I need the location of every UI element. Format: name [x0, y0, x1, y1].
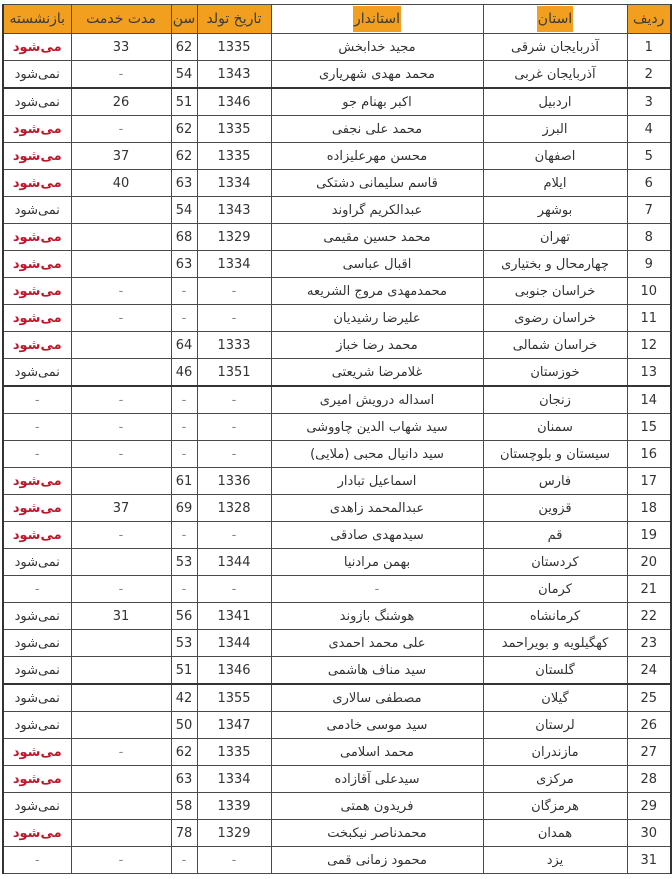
- row-index: 22: [627, 603, 671, 630]
- row-index: 9: [627, 251, 671, 278]
- birth-year-cell: 1344: [197, 630, 271, 657]
- governor-cell: محمد مهدی شهریاری: [271, 61, 483, 89]
- age-cell: 54: [171, 61, 197, 89]
- table-body: [3, 34, 671, 874]
- table-row: [3, 820, 671, 847]
- governor-cell: سید شهاب الدین چاووشی: [271, 414, 483, 441]
- table-row: [3, 224, 671, 251]
- table-row: [3, 332, 671, 359]
- header-retired: بازنشسته: [3, 5, 71, 34]
- retired-cell: نمی‌شود: [3, 603, 71, 630]
- age-cell: 58: [171, 793, 197, 820]
- age-cell: 78: [171, 820, 197, 847]
- birth-year-cell: -: [197, 522, 271, 549]
- retired-cell: نمی‌شود: [3, 549, 71, 576]
- table-row: [3, 739, 671, 766]
- age-cell: 46: [171, 359, 197, 387]
- retired-cell: نمی‌شود: [3, 197, 71, 224]
- age-cell: 53: [171, 549, 197, 576]
- age-cell: 69: [171, 495, 197, 522]
- age-cell: 62: [171, 34, 197, 61]
- table-row: [3, 441, 671, 468]
- retired-cell: نمی‌شود: [3, 712, 71, 739]
- province-cell: کرمانشاه: [483, 603, 627, 630]
- province-cell: همدان: [483, 820, 627, 847]
- birth-year-cell: 1336: [197, 468, 271, 495]
- governor-cell: محسن مهرعلیزاده: [271, 143, 483, 170]
- age-cell: -: [171, 522, 197, 549]
- service-cell: -: [71, 441, 171, 468]
- birth-year-cell: 1343: [197, 197, 271, 224]
- governor-cell: اکبر بهنام جو: [271, 88, 483, 116]
- retired-cell: می‌شود: [3, 766, 71, 793]
- birth-year-cell: 1355: [197, 684, 271, 712]
- province-cell: چهارمحال و بختیاری: [483, 251, 627, 278]
- table-row: [3, 88, 671, 116]
- row-index: 14: [627, 386, 671, 414]
- birth-year-cell: 1347: [197, 712, 271, 739]
- header-province: استان: [483, 5, 627, 34]
- governor-cell: غلامرضا شریعتی: [271, 359, 483, 387]
- birth-year-cell: 1335: [197, 116, 271, 143]
- province-cell: بوشهر: [483, 197, 627, 224]
- row-index: 25: [627, 684, 671, 712]
- governor-cell: محمد رضا خباز: [271, 332, 483, 359]
- row-index: 13: [627, 359, 671, 387]
- age-cell: 64: [171, 332, 197, 359]
- service-cell: [71, 224, 171, 251]
- service-cell: -: [71, 414, 171, 441]
- row-index: 19: [627, 522, 671, 549]
- age-cell: -: [171, 414, 197, 441]
- age-cell: 63: [171, 170, 197, 197]
- header-birth-year: تاریخ تولد: [197, 5, 271, 34]
- retired-cell: می‌شود: [3, 251, 71, 278]
- table-row: [3, 630, 671, 657]
- row-index: 12: [627, 332, 671, 359]
- header-row: [3, 5, 671, 34]
- province-cell: سمنان: [483, 414, 627, 441]
- governor-cell: محمد حسین مقیمی: [271, 224, 483, 251]
- retired-cell: می‌شود: [3, 143, 71, 170]
- governor-cell: فریدون همتی: [271, 793, 483, 820]
- row-index: 24: [627, 657, 671, 685]
- province-cell: خراسان رضوی: [483, 305, 627, 332]
- service-cell: 26: [71, 88, 171, 116]
- service-cell: [71, 657, 171, 685]
- age-cell: -: [171, 847, 197, 874]
- governor-cell: سیدمهدی صادقی: [271, 522, 483, 549]
- retired-cell: -: [3, 847, 71, 874]
- row-index: 16: [627, 441, 671, 468]
- age-cell: 61: [171, 468, 197, 495]
- province-cell: قم: [483, 522, 627, 549]
- governors-table: [2, 4, 672, 874]
- row-index: 10: [627, 278, 671, 305]
- governor-cell: سید دانیال محبی (ملایی): [271, 441, 483, 468]
- retired-cell: می‌شود: [3, 522, 71, 549]
- retired-cell: نمی‌شود: [3, 88, 71, 116]
- age-cell: 42: [171, 684, 197, 712]
- service-cell: [71, 251, 171, 278]
- retired-cell: -: [3, 441, 71, 468]
- table-row: [3, 386, 671, 414]
- service-cell: -: [71, 739, 171, 766]
- province-cell: اردبیل: [483, 88, 627, 116]
- service-cell: [71, 549, 171, 576]
- row-index: 7: [627, 197, 671, 224]
- retired-cell: می‌شود: [3, 116, 71, 143]
- province-cell: خوزستان: [483, 359, 627, 387]
- age-cell: -: [171, 441, 197, 468]
- table-row: [3, 603, 671, 630]
- governor-cell: اسماعیل تبادار: [271, 468, 483, 495]
- province-cell: اصفهان: [483, 143, 627, 170]
- service-cell: [71, 197, 171, 224]
- governor-cell: بهمن مرادنیا: [271, 549, 483, 576]
- row-index: 2: [627, 61, 671, 89]
- row-index: 26: [627, 712, 671, 739]
- governor-cell: محمد اسلامی: [271, 739, 483, 766]
- service-cell: 33: [71, 34, 171, 61]
- retired-cell: می‌شود: [3, 332, 71, 359]
- service-cell: [71, 630, 171, 657]
- birth-year-cell: 1335: [197, 739, 271, 766]
- governor-cell: عبدالمحمد زاهدی: [271, 495, 483, 522]
- age-cell: 62: [171, 143, 197, 170]
- birth-year-cell: 1351: [197, 359, 271, 387]
- table-row: [3, 657, 671, 685]
- province-cell: هرمزگان: [483, 793, 627, 820]
- row-index: 4: [627, 116, 671, 143]
- service-cell: -: [71, 576, 171, 603]
- governor-cell: محمدناصر نیکبخت: [271, 820, 483, 847]
- row-index: 18: [627, 495, 671, 522]
- birth-year-cell: 1339: [197, 793, 271, 820]
- retired-cell: می‌شود: [3, 170, 71, 197]
- service-cell: [71, 684, 171, 712]
- province-cell: لرستان: [483, 712, 627, 739]
- header-governor: استاندار: [271, 5, 483, 34]
- governor-cell: سید موسی خادمی: [271, 712, 483, 739]
- birth-year-cell: 1346: [197, 657, 271, 685]
- birth-year-cell: 1329: [197, 224, 271, 251]
- service-cell: [71, 468, 171, 495]
- retired-cell: می‌شود: [3, 820, 71, 847]
- retired-cell: نمی‌شود: [3, 793, 71, 820]
- birth-year-cell: 1343: [197, 61, 271, 89]
- retired-cell: می‌شود: [3, 278, 71, 305]
- birth-year-cell: -: [197, 441, 271, 468]
- province-cell: فارس: [483, 468, 627, 495]
- birth-year-cell: -: [197, 305, 271, 332]
- service-cell: -: [71, 522, 171, 549]
- birth-year-cell: -: [197, 576, 271, 603]
- province-cell: تهران: [483, 224, 627, 251]
- governor-cell: اسداله درویش امیری: [271, 386, 483, 414]
- table-row: [3, 197, 671, 224]
- retired-cell: نمی‌شود: [3, 61, 71, 89]
- age-cell: 63: [171, 251, 197, 278]
- service-cell: [71, 359, 171, 387]
- retired-cell: می‌شود: [3, 468, 71, 495]
- birth-year-cell: 1333: [197, 332, 271, 359]
- governor-cell: سیدعلی آقازاده: [271, 766, 483, 793]
- table-row: [3, 576, 671, 603]
- service-cell: -: [71, 61, 171, 89]
- row-index: 21: [627, 576, 671, 603]
- table-row: [3, 61, 671, 89]
- service-cell: [71, 793, 171, 820]
- birth-year-cell: 1329: [197, 820, 271, 847]
- row-index: 15: [627, 414, 671, 441]
- service-cell: [71, 712, 171, 739]
- province-cell: مرکزی: [483, 766, 627, 793]
- table-row: [3, 847, 671, 874]
- age-cell: 51: [171, 88, 197, 116]
- governor-cell: علی محمد احمدی: [271, 630, 483, 657]
- province-cell: مازندران: [483, 739, 627, 766]
- service-cell: -: [71, 278, 171, 305]
- row-index: 6: [627, 170, 671, 197]
- birth-year-cell: -: [197, 847, 271, 874]
- service-cell: [71, 766, 171, 793]
- birth-year-cell: 1335: [197, 34, 271, 61]
- retired-cell: نمی‌شود: [3, 657, 71, 685]
- age-cell: 51: [171, 657, 197, 685]
- header-service: مدت خدمت: [71, 5, 171, 34]
- retired-cell: می‌شود: [3, 224, 71, 251]
- row-index: 31: [627, 847, 671, 874]
- table-row: [3, 495, 671, 522]
- row-index: 11: [627, 305, 671, 332]
- service-cell: [71, 820, 171, 847]
- table-row: [3, 305, 671, 332]
- table-row: [3, 468, 671, 495]
- province-cell: ایلام: [483, 170, 627, 197]
- birth-year-cell: 1334: [197, 766, 271, 793]
- province-cell: زنجان: [483, 386, 627, 414]
- table-row: [3, 359, 671, 387]
- row-index: 1: [627, 34, 671, 61]
- header-index: ردیف: [627, 5, 671, 34]
- table-row: [3, 522, 671, 549]
- governor-cell: محمدمهدی مروج الشریعه: [271, 278, 483, 305]
- age-cell: -: [171, 576, 197, 603]
- row-index: 3: [627, 88, 671, 116]
- table-row: [3, 712, 671, 739]
- birth-year-cell: 1328: [197, 495, 271, 522]
- service-cell: 37: [71, 143, 171, 170]
- governor-cell: هوشنگ بازوند: [271, 603, 483, 630]
- service-cell: 37: [71, 495, 171, 522]
- retired-cell: نمی‌شود: [3, 359, 71, 387]
- retired-cell: -: [3, 386, 71, 414]
- governor-cell: محمد علی نجفی: [271, 116, 483, 143]
- province-cell: کهگیلویه و بویراحمد: [483, 630, 627, 657]
- birth-year-cell: -: [197, 278, 271, 305]
- age-cell: 62: [171, 116, 197, 143]
- table-row: [3, 278, 671, 305]
- retired-cell: نمی‌شود: [3, 630, 71, 657]
- age-cell: 62: [171, 739, 197, 766]
- retired-cell: -: [3, 414, 71, 441]
- age-cell: 54: [171, 197, 197, 224]
- retired-cell: می‌شود: [3, 34, 71, 61]
- birth-year-cell: 1346: [197, 88, 271, 116]
- service-cell: -: [71, 116, 171, 143]
- birth-year-cell: 1344: [197, 549, 271, 576]
- row-index: 30: [627, 820, 671, 847]
- province-cell: خراسان جنوبی: [483, 278, 627, 305]
- header-age: سن: [171, 5, 197, 34]
- governor-cell: علیرضا رشیدیان: [271, 305, 483, 332]
- retired-cell: می‌شود: [3, 739, 71, 766]
- service-cell: 31: [71, 603, 171, 630]
- table-row: [3, 414, 671, 441]
- governor-cell: مصطفی سالاری: [271, 684, 483, 712]
- table-row: [3, 684, 671, 712]
- province-cell: خراسان شمالی: [483, 332, 627, 359]
- age-cell: -: [171, 386, 197, 414]
- service-cell: -: [71, 386, 171, 414]
- age-cell: 56: [171, 603, 197, 630]
- age-cell: 63: [171, 766, 197, 793]
- row-index: 27: [627, 739, 671, 766]
- service-cell: -: [71, 847, 171, 874]
- age-cell: -: [171, 305, 197, 332]
- row-index: 28: [627, 766, 671, 793]
- row-index: 5: [627, 143, 671, 170]
- row-index: 17: [627, 468, 671, 495]
- province-cell: گیلان: [483, 684, 627, 712]
- retired-cell: -: [3, 576, 71, 603]
- birth-year-cell: 1334: [197, 251, 271, 278]
- table-row: [3, 116, 671, 143]
- retired-cell: نمی‌شود: [3, 684, 71, 712]
- province-cell: گلستان: [483, 657, 627, 685]
- governor-cell: اقبال عباسی: [271, 251, 483, 278]
- retired-cell: می‌شود: [3, 305, 71, 332]
- province-cell: یزد: [483, 847, 627, 874]
- governors-table-container: [2, 4, 670, 874]
- retired-cell: می‌شود: [3, 495, 71, 522]
- birth-year-cell: -: [197, 386, 271, 414]
- table-row: [3, 170, 671, 197]
- province-cell: آذربایجان شرقی: [483, 34, 627, 61]
- province-cell: کرمان: [483, 576, 627, 603]
- row-index: 8: [627, 224, 671, 251]
- governor-cell: -: [271, 576, 483, 603]
- table-row: [3, 143, 671, 170]
- row-index: 20: [627, 549, 671, 576]
- birth-year-cell: -: [197, 414, 271, 441]
- table-row: [3, 766, 671, 793]
- row-index: 23: [627, 630, 671, 657]
- age-cell: -: [171, 278, 197, 305]
- service-cell: [71, 332, 171, 359]
- birth-year-cell: 1335: [197, 143, 271, 170]
- governor-cell: عبدالکریم گراوند: [271, 197, 483, 224]
- age-cell: 68: [171, 224, 197, 251]
- age-cell: 50: [171, 712, 197, 739]
- service-cell: -: [71, 305, 171, 332]
- province-cell: سیستان و بلوچستان: [483, 441, 627, 468]
- row-index: 29: [627, 793, 671, 820]
- table-row: [3, 34, 671, 61]
- province-cell: آذربایجان غربی: [483, 61, 627, 89]
- table-row: [3, 251, 671, 278]
- governor-cell: محمود زمانی قمی: [271, 847, 483, 874]
- table-row: [3, 549, 671, 576]
- province-cell: کردستان: [483, 549, 627, 576]
- province-cell: البرز: [483, 116, 627, 143]
- governor-cell: سید مناف هاشمی: [271, 657, 483, 685]
- birth-year-cell: 1334: [197, 170, 271, 197]
- province-cell: قزوین: [483, 495, 627, 522]
- service-cell: 40: [71, 170, 171, 197]
- table-row: [3, 793, 671, 820]
- governor-cell: قاسم سلیمانی دشتکی: [271, 170, 483, 197]
- birth-year-cell: 1341: [197, 603, 271, 630]
- age-cell: 53: [171, 630, 197, 657]
- governor-cell: مجید خدابخش: [271, 34, 483, 61]
